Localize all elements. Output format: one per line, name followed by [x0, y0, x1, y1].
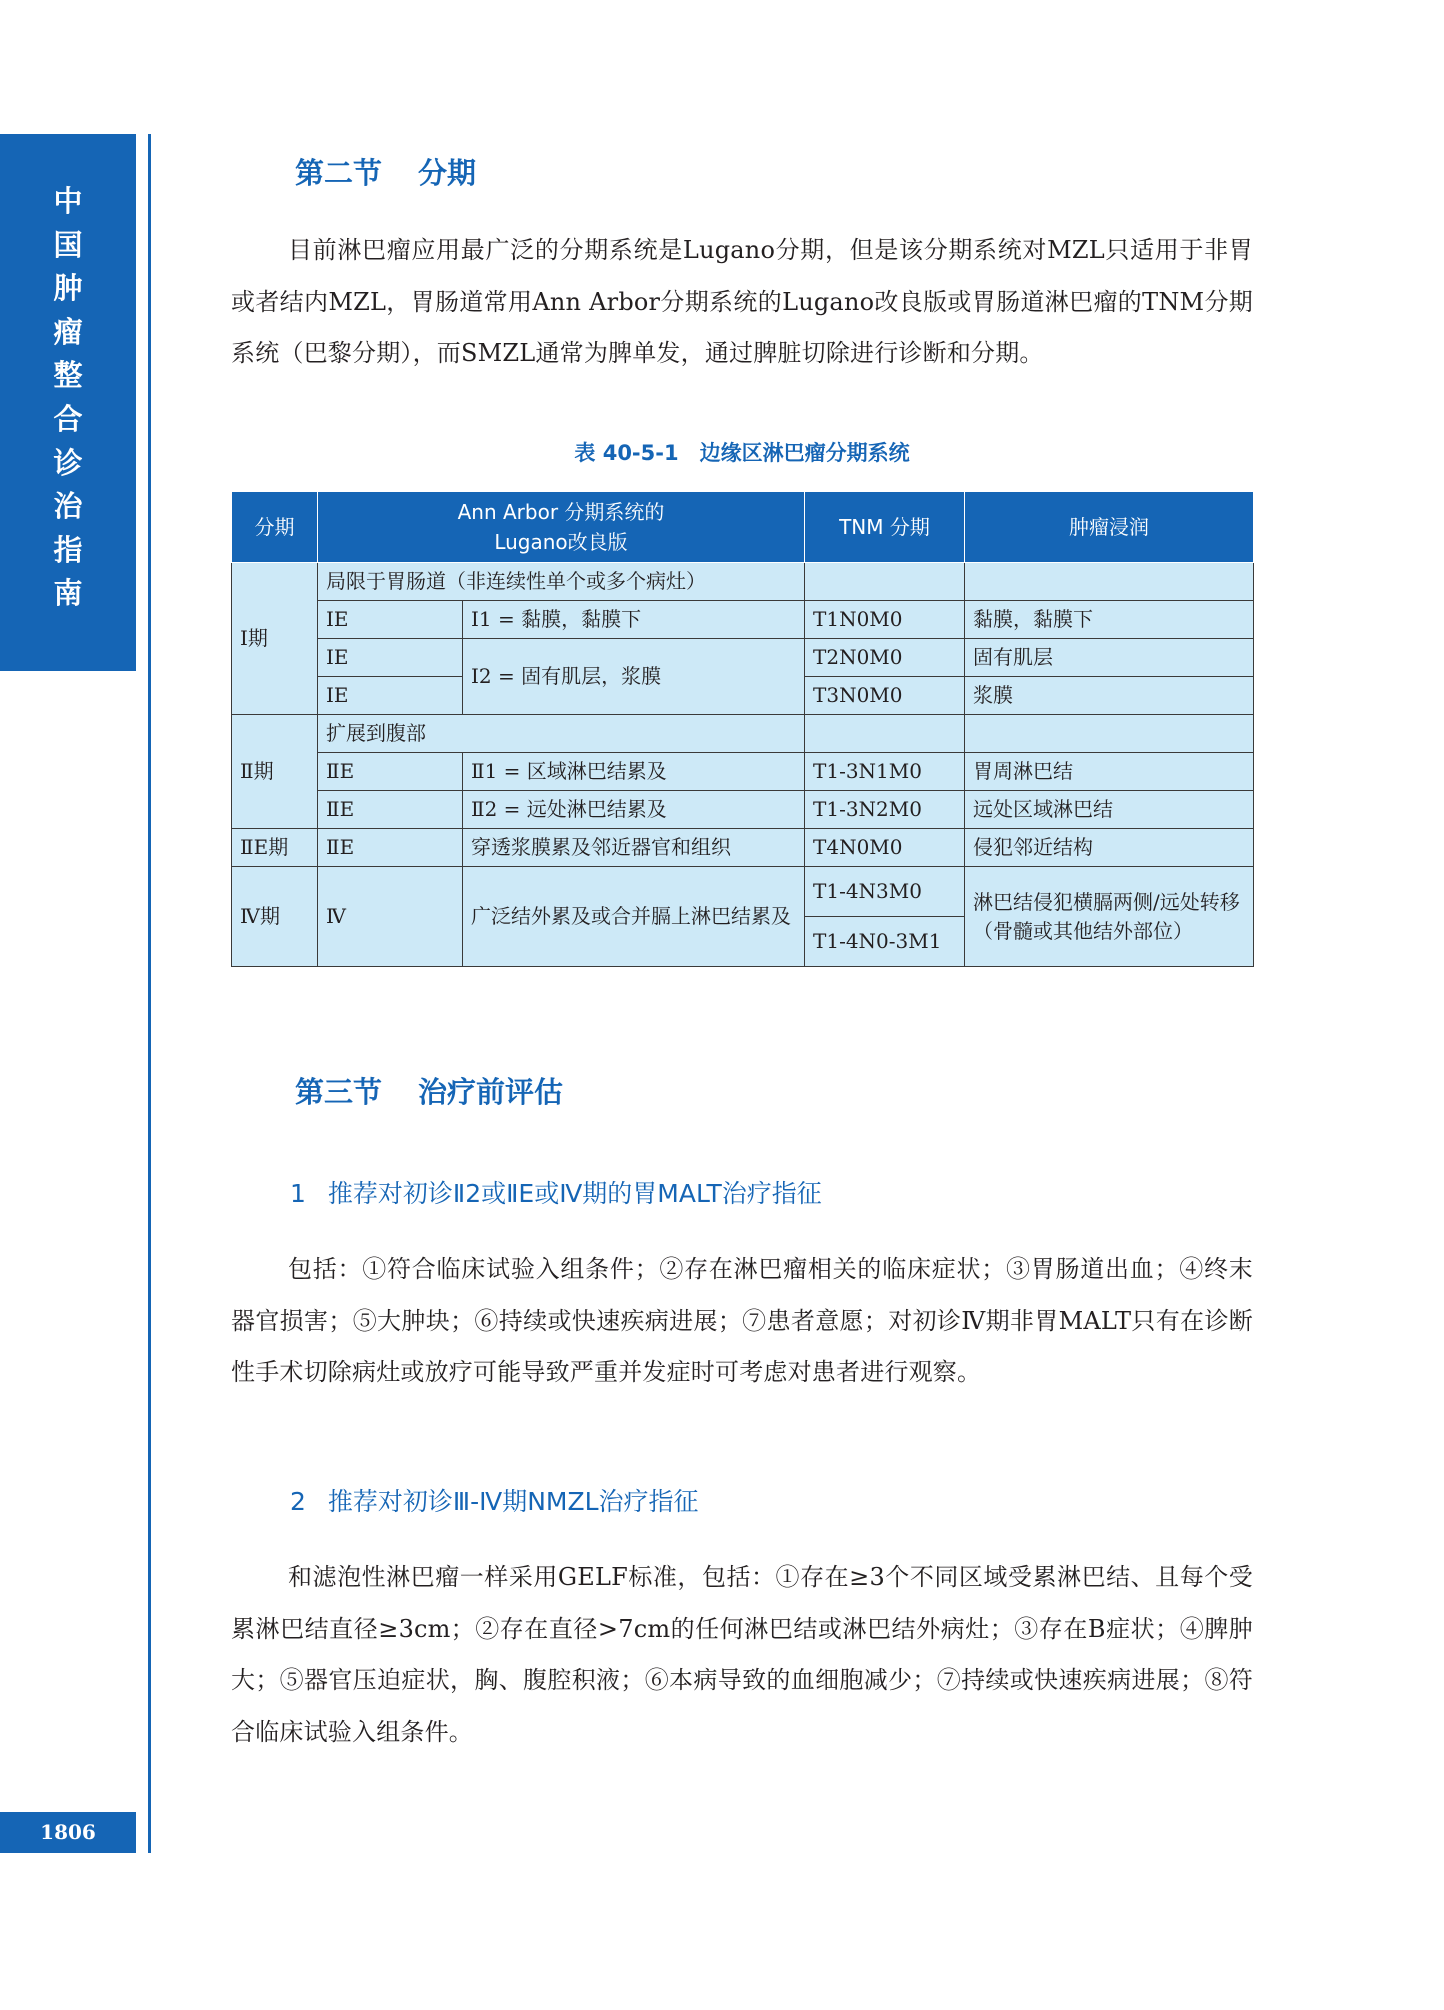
tnm-cell: T2N0M0	[805, 639, 965, 677]
substage-cell: ⅠE	[318, 601, 463, 639]
book-title-char: 治	[53, 489, 83, 524]
tnm-cell: T1-3N1M0	[805, 753, 965, 791]
section-title: 分期	[418, 156, 477, 190]
stage-cell: Ⅱ期	[232, 715, 318, 829]
detail-cell: Ⅰ1 = 黏膜，黏膜下	[463, 601, 805, 639]
stage-cell: Ⅰ期	[232, 563, 318, 715]
substage-cell: ⅠE	[318, 677, 463, 715]
table-row	[232, 601, 1254, 639]
gastric-malt-paragraph: 包括：①符合临床试验入组条件；②存在淋巴瘤相关的临床症状；③胃肠道出血；④终末器官损害；⑤大肿块；⑥持续或快速疾病进展；⑦患者意愿；对初诊Ⅳ期非胃MALT只有在诊断性手术切除病灶或放疗可能导致严重并发症时可考虑对患者进行观察。	[231, 1255, 1253, 1386]
table-row	[232, 829, 1254, 867]
infiltration-cell: 黏膜，黏膜下	[965, 601, 1254, 639]
table-header-row	[232, 492, 1254, 563]
substage-cell: ⅡE	[318, 791, 463, 829]
subheading-number: 1	[290, 1179, 306, 1208]
header-ann-arbor-line2: Lugano改良版	[494, 530, 628, 554]
detail-cell: 广泛结外累及或合并膈上淋巴结累及	[463, 867, 805, 967]
header-tnm: TNM 分期	[805, 492, 965, 563]
table-row	[232, 715, 1254, 753]
header-ann-arbor-line1: Ann Arbor 分期系统的	[457, 500, 665, 524]
section-heading-pretreatment	[295, 1072, 563, 1112]
section-title: 治疗前评估	[418, 1075, 564, 1109]
subheading-title: 推荐对初诊Ⅱ2或ⅡE或Ⅳ期的胃MALT治疗指征	[327, 1179, 822, 1208]
table-row	[232, 753, 1254, 791]
book-title-char: 诊	[53, 445, 83, 480]
section-number: 第三节	[295, 1075, 383, 1109]
detail-cell: Ⅱ2 = 远处淋巴结累及	[463, 791, 805, 829]
book-title-char: 国	[53, 227, 83, 262]
infiltration-cell: 淋巴结侵犯横膈两侧/远处转移（骨髓或其他结外部位）	[965, 867, 1254, 967]
book-title-char: 瘤	[53, 314, 83, 349]
header-infiltration: 肿瘤浸润	[965, 492, 1254, 563]
infiltration-cell: 胃周淋巴结	[965, 753, 1254, 791]
tnm-cell	[805, 563, 965, 601]
infiltration-cell: 远处区域淋巴结	[965, 791, 1254, 829]
margin-rule	[148, 134, 151, 1853]
tnm-cell: T1-3N2M0	[805, 791, 965, 829]
book-title-char: 合	[53, 401, 83, 436]
staging-paragraph: 目前淋巴瘤应用最广泛的分期系统是Lugano分期，但是该分期系统对MZL只适用于非胃或者结内MZL，胃肠道常用Ann Arbor分期系统的Lugano改良版或胃肠道淋巴瘤的TNM分期系统（巴黎分期），而SMZL通常为脾单发，通过脾脏切除进行诊断和分期。	[231, 236, 1253, 367]
section-number: 第二节	[295, 156, 383, 190]
subheading-number: 2	[290, 1487, 306, 1516]
table-row	[232, 639, 1254, 677]
infiltration-cell: 侵犯邻近结构	[965, 829, 1254, 867]
infiltration-cell	[965, 563, 1254, 601]
substage-cell: ⅡE	[318, 753, 463, 791]
table-caption: 表 40-5-1 边缘区淋巴瘤分期系统	[574, 441, 910, 465]
page-number: 1806	[0, 1812, 136, 1853]
tnm-cell	[805, 715, 965, 753]
subheading-nmzl	[290, 1484, 699, 1520]
detail-cell: Ⅰ2 = 固有肌层，浆膜	[463, 639, 805, 715]
detail-cell: Ⅱ1 = 区域淋巴结累及	[463, 753, 805, 791]
infiltration-cell: 固有肌层	[965, 639, 1254, 677]
tnm-cell: T1-4N0-3M1	[805, 917, 965, 967]
tnm-cell: T1N0M0	[805, 601, 965, 639]
header-stage: 分期	[232, 492, 318, 563]
table-row	[232, 563, 1254, 601]
book-title-char: 中	[53, 184, 83, 218]
infiltration-cell: 浆膜	[965, 677, 1254, 715]
book-title-vertical	[0, 180, 136, 616]
infiltration-cell	[965, 715, 1254, 753]
table-row	[232, 791, 1254, 829]
nmzl-paragraph: 和滤泡性淋巴瘤一样采用GELF标准，包括：①存在≥3个不同区域受累淋巴结、且每个受累淋巴结直径≥3cm；②存在直径>7cm的任何淋巴结或淋巴结外病灶；③存在B症状；④脾肿大；⑤器官压迫症状，胸、腹腔积液；⑥本病导致的血细胞减少；⑦持续或快速疾病进展；⑧符合临床试验入组条件。	[231, 1563, 1253, 1746]
substage-cell: ⅠE	[318, 639, 463, 677]
substage-cell: Ⅳ	[318, 867, 463, 967]
stage-cell: Ⅳ期	[232, 867, 318, 967]
header-ann-arbor	[318, 492, 805, 563]
tnm-cell: T1-4N3M0	[805, 867, 965, 917]
section-heading-staging	[295, 153, 476, 193]
tnm-cell: T4N0M0	[805, 829, 965, 867]
subheading-gastric-malt	[290, 1176, 822, 1212]
stage-description: 扩展到腹部	[318, 715, 805, 753]
subheading-title: 推荐对初诊Ⅲ-Ⅳ期NMZL治疗指征	[327, 1487, 699, 1516]
book-title-char: 肿	[53, 271, 83, 306]
tnm-cell: T3N0M0	[805, 677, 965, 715]
book-title-char: 指	[53, 532, 83, 567]
table-row	[232, 867, 1254, 917]
staging-table	[231, 491, 1254, 967]
stage-description: 局限于胃肠道（非连续性单个或多个病灶）	[318, 563, 805, 601]
book-title-char: 整	[53, 358, 83, 393]
substage-cell: ⅡE	[318, 829, 463, 867]
stage-cell: ⅡE期	[232, 829, 318, 867]
book-title-char: 南	[53, 576, 83, 611]
detail-cell: 穿透浆膜累及邻近器官和组织	[463, 829, 805, 867]
